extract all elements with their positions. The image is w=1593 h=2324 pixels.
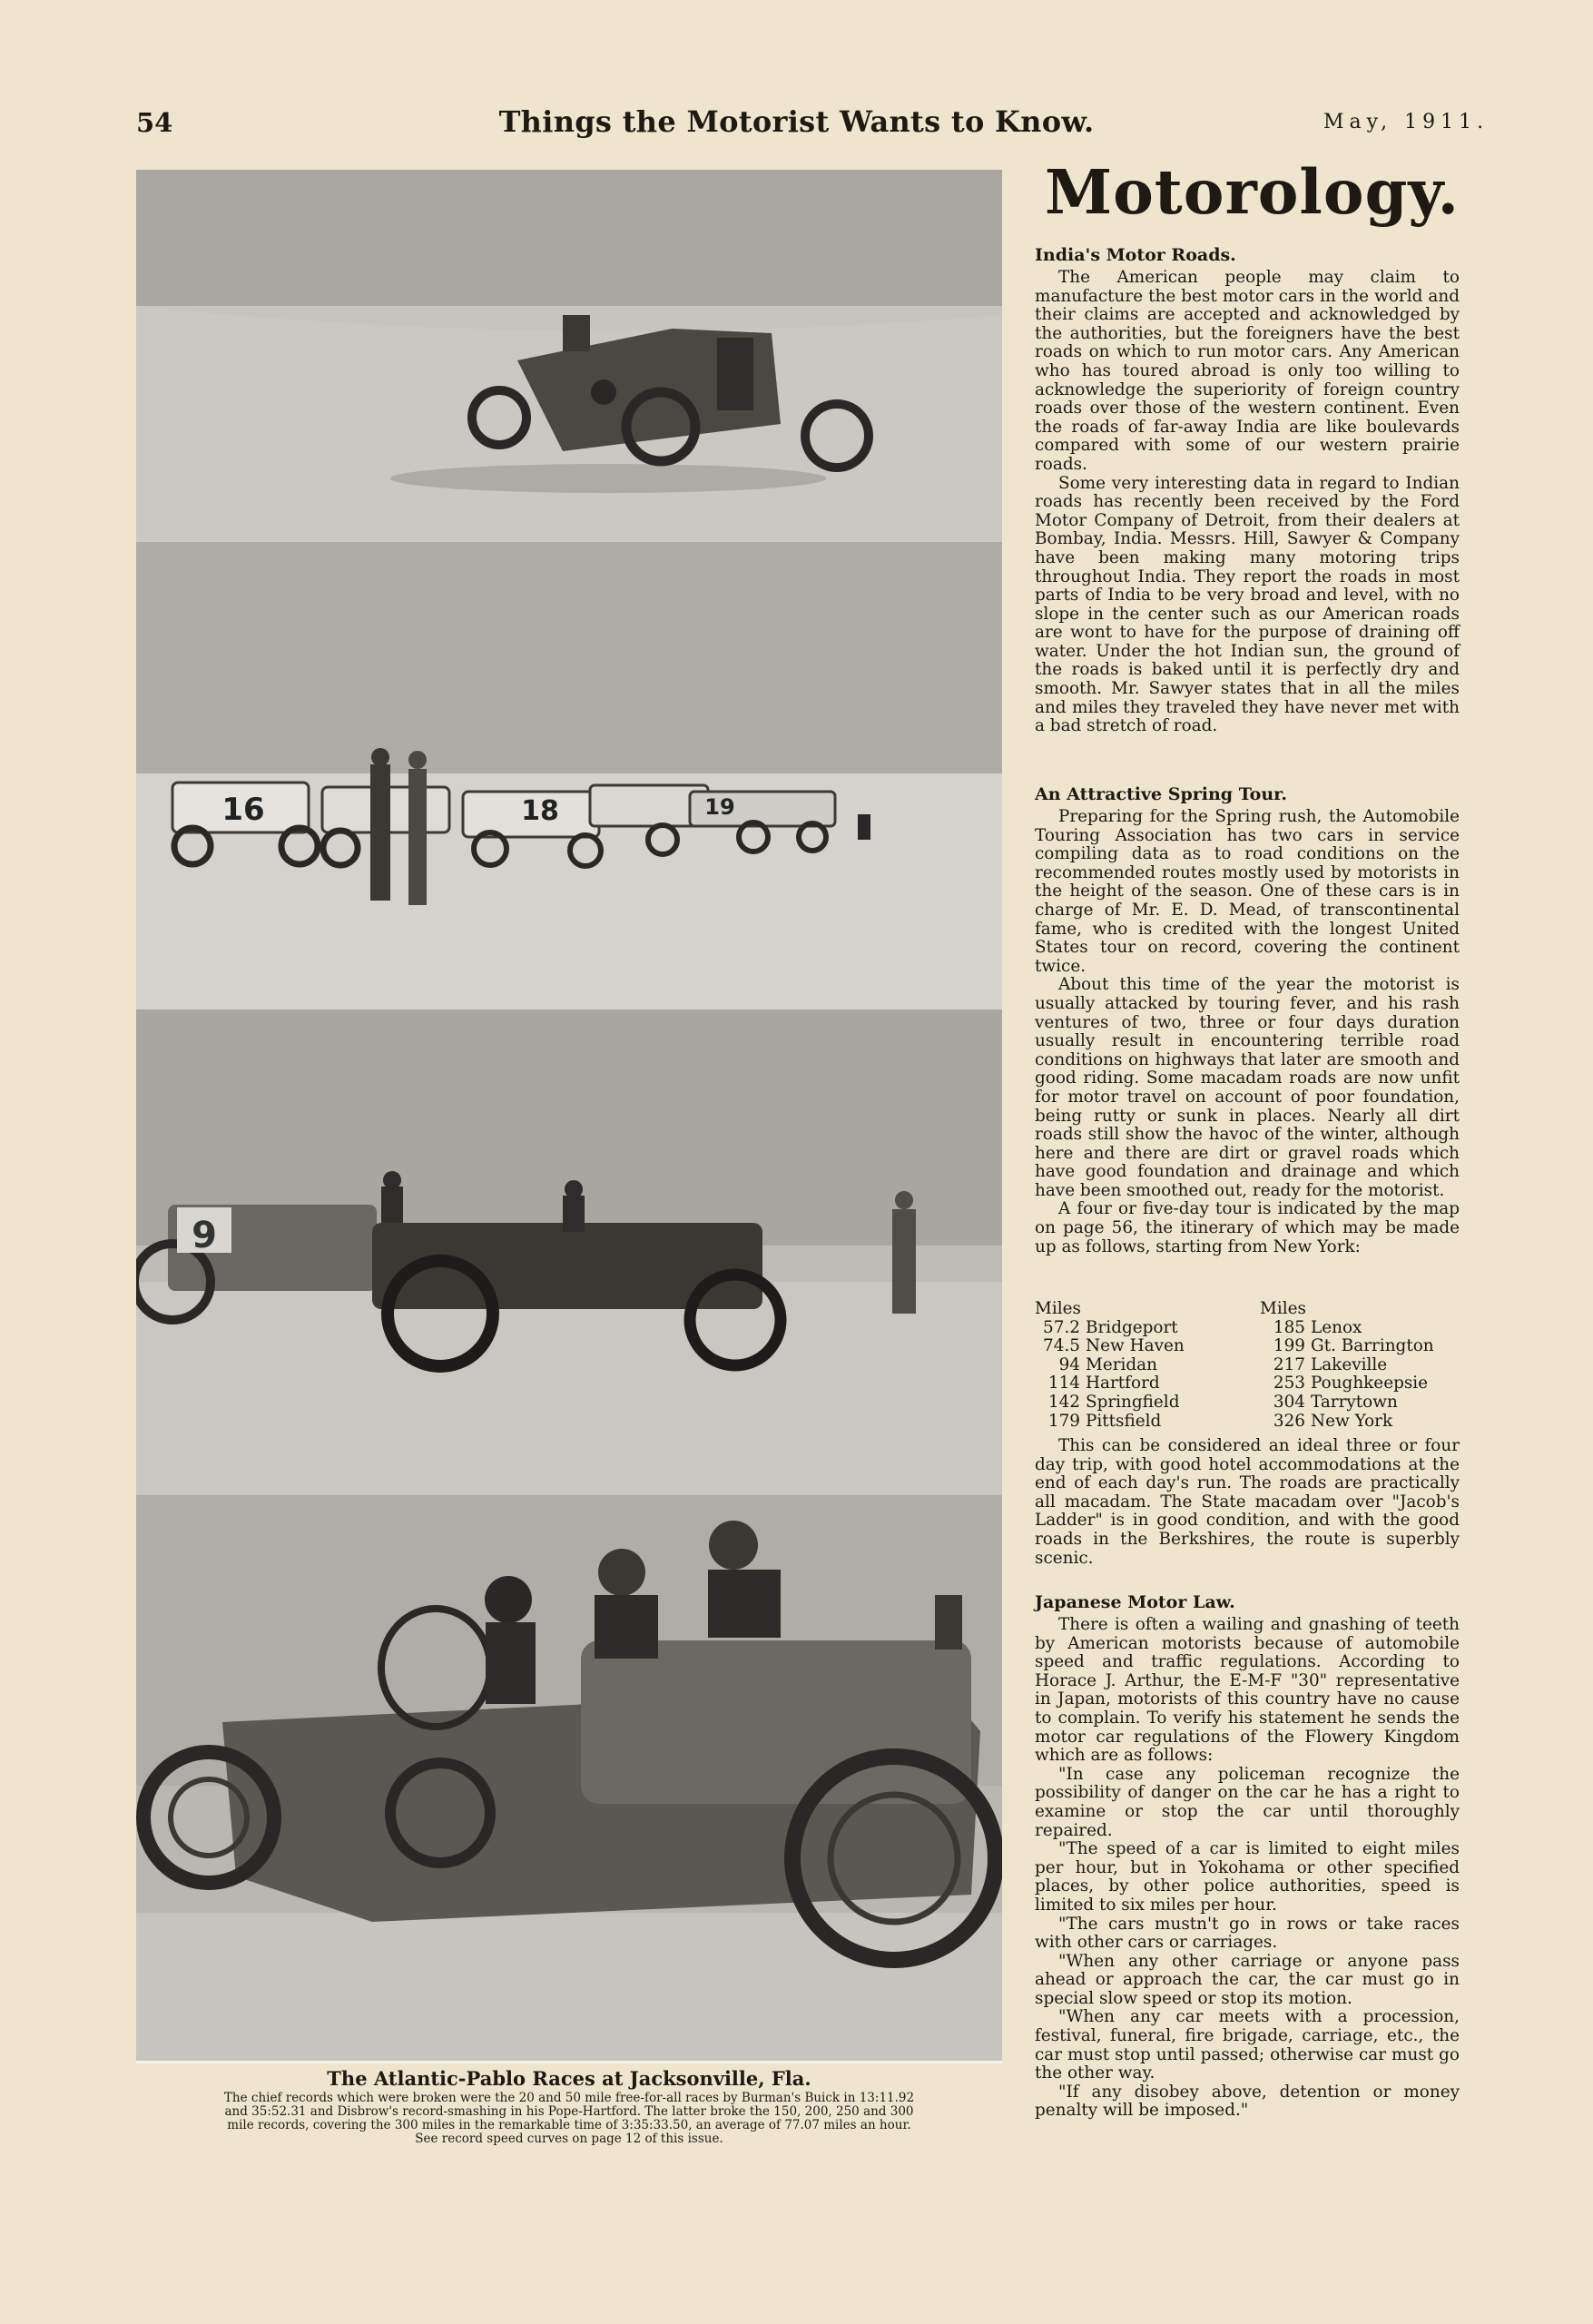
article-title: Motorology. [1044, 156, 1460, 228]
itinerary-place: Lakeville [1311, 1354, 1388, 1374]
itinerary-row [1260, 1337, 1434, 1356]
caption-line: and 35:52.31 and Disbrow's record-smashing in his Pope-Hartford. The latter broke the 150, 200, 250 and 300 [224, 2104, 914, 2119]
paragraph: "When any car meets with a procession, festival, funeral, fire brigade, carriage, etc., the car must stop until passed; otherwise car must go the other way. [1035, 2007, 1460, 2083]
spectator [892, 1191, 916, 1314]
itinerary-place: Hartford [1086, 1374, 1160, 1393]
paragraph: There is often a wailing and gnashing of teeth by American motorists because of automobile speed and traffic regulations. According to Horace J. Arthur, the E-M-F "30" representative in Japan, motorists of this country have no cause to complain. To verify his statement he sends the motor car regulations of the Flowery Kingdom which are as follows: [1035, 1615, 1460, 1766]
paragraph: A four or five-day tour is indicated by the map on page 56, the itinerary of which may be made up as follows, starting from New York: [1035, 1199, 1460, 1256]
itinerary-row [1035, 1356, 1185, 1375]
itinerary-place: New York [1311, 1411, 1393, 1431]
car-number-9: 9 [192, 1215, 217, 1256]
paragraph: About this time of the year the motorist is usually attacked by touring fever, and his rash ventures of two, three or four days duration usually result in encountering terrible road conditions on highways that later are smooth and good riding. Some macadam roads are now unfit for motor travel on account of poor foundation, being rutty or sunk in places. Nearly all dirt roads still show the havoc of the winter, although here and there are dirt or gravel roads which have good foundation and drainage and which have been smoothed out, ready for the motorist. [1035, 975, 1460, 1200]
photo-caption-text [136, 2092, 1002, 2146]
itinerary-row [1260, 1356, 1434, 1375]
itinerary-place: Springfield [1086, 1392, 1180, 1412]
photo-drivers-in-car-image [136, 1495, 1002, 2061]
paragraph: "The speed of a car is limited to eight miles per hour, but in Yokohama or other specified places, by other police authorities, speed is limited to six miles per hour. [1035, 1839, 1460, 1915]
car-number-19: 19 [704, 794, 735, 820]
itinerary-row [1260, 1413, 1434, 1432]
photo-race-car-beach-image [136, 170, 1002, 542]
itinerary-place: Meridan [1086, 1354, 1157, 1374]
itinerary-miles: 185 [1273, 1317, 1305, 1337]
itinerary-miles: 57.2 [1043, 1317, 1080, 1337]
itinerary-miles: 304 [1273, 1392, 1305, 1412]
paragraph: "When any other carriage or anyone pass ahead or approach the car, the car must go in special slow speed or stop its motion. [1035, 1951, 1460, 2008]
photo-cars-lined-up [136, 542, 1002, 1012]
itinerary-header: Miles [1035, 1299, 1081, 1318]
caption-line: See record speed curves on page 12 of this issue. [415, 2132, 723, 2146]
itinerary-row [1035, 1337, 1185, 1356]
itinerary-miles: 74.5 [1043, 1336, 1080, 1356]
itinerary-place: Poughkeepsie [1311, 1374, 1429, 1393]
paragraph: "The cars mustn't go in rows or take races with other cars or carriages. [1035, 1914, 1460, 1953]
itinerary-miles: 179 [1047, 1411, 1080, 1431]
itinerary-miles: 217 [1273, 1354, 1305, 1374]
running-title: Things the Motorist Wants to Know. [498, 104, 1095, 139]
paragraph: Preparing for the Spring rush, the Automobile Touring Association has two cars in service compiling data as to road conditions on the recommended routes mostly used by motorists in the height of the season. One of these cars is in charge of Mr. E. D. Mead, of transcontinental fame, who is credited with the longest United States tour on record, covering the continent twice. [1035, 807, 1460, 976]
itinerary-miles: 142 [1047, 1392, 1080, 1412]
itinerary-miles: 199 [1273, 1336, 1305, 1356]
paragraph: This can be considered an ideal three or four day trip, with good hotel accommodations at the end of each day's run. The roads are practically all macadam. The State macadam over "Jacob's Ladder" is in good condition, and with the good roads in the Berkshires, the route is superbly scenic. [1035, 1436, 1460, 1568]
itinerary-place: Gt. Barrington [1311, 1336, 1434, 1356]
itinerary-miles: 94 [1058, 1354, 1080, 1374]
page-number: 54 [136, 107, 173, 138]
itinerary-row [1035, 1393, 1185, 1413]
car-number-16: 16 [221, 792, 265, 828]
section-india-body [1035, 269, 1460, 736]
section-heading-japanese-law: Japanese Motor Law. [1035, 1592, 1235, 1612]
photo-cars-lined-up-image [136, 542, 1002, 1009]
paragraph: "In case any policeman recognize the possibility of danger on the car he has a right to examine or stop the car until thoroughly repaired. [1035, 1764, 1460, 1840]
photo-two-race-cars [136, 1009, 1002, 1498]
section-heading-spring-tour: An Attractive Spring Tour. [1035, 784, 1288, 804]
caption-line: mile records, covering the 300 miles in the remarkable time of 3:35:33.50, an average of 77.07 miles an hour. [227, 2118, 911, 2132]
itinerary-row [1260, 1393, 1434, 1413]
itinerary-row [1260, 1319, 1434, 1338]
itinerary-column-right [1260, 1300, 1434, 1431]
section-heading-india: India's Motor Roads. [1035, 245, 1236, 265]
car-number-18: 18 [521, 795, 559, 827]
itinerary-place: Tarrytown [1311, 1392, 1398, 1412]
itinerary-row [1035, 1413, 1185, 1432]
paragraph: Some very interesting data in regard to Indian roads has recently been received by the Ford Motor Company of Detroit, from their dealers at Bombay, India. Messrs. Hill, Sawyer & Company have been making many motoring trips throughout India. They report the roads in most parts of India to be very broad and level, with no slope in the center such as our American roads are wont to have for the purpose of draining off water. Under the hot Indian sun, the ground of the roads is baked until it is perfectly dry and smooth. Mr. Sawyer states that in all the miles and miles they traveled they have never met with a bad stretch of road. [1035, 473, 1460, 736]
itinerary-row [1035, 1319, 1185, 1338]
caption-line: The chief records which were broken were the 20 and 50 mile free-for-all races by Burman's Buick in 13:11.92 [223, 2091, 915, 2105]
itinerary-miles: 326 [1273, 1411, 1305, 1431]
paragraph: "If any disobey above, detention or money penalty will be imposed." [1035, 2082, 1460, 2121]
paragraph: The American people may claim to manufacture the best motor cars in the world and their claims are accepted and acknowledged by the authorities, but the foreigners have the best roads on which to run motor cars. Any American who has toured abroad is only too willing to acknowledge the superiority of foreign country roads over those of the western continent. Even the roads of far-away India are like boulevards compared with some of our western prairie roads. [1035, 268, 1460, 474]
photo-caption-title: The Atlantic-Pablo Races at Jacksonville, Fla. [327, 2067, 811, 2090]
issue-date: May, 1911. [1323, 111, 1490, 133]
section-spring-tour-body [1035, 808, 1460, 1256]
photo-two-race-cars-image [136, 1009, 1002, 1495]
itinerary-miles: 253 [1273, 1374, 1305, 1393]
itinerary-place: Bridgeport [1086, 1317, 1178, 1337]
photo-race-car-beach [136, 170, 1002, 545]
itinerary-header: Miles [1260, 1299, 1306, 1318]
section-spring-tour-closing [1035, 1437, 1460, 1568]
itinerary-place: Lenox [1311, 1317, 1362, 1337]
itinerary-miles: 114 [1047, 1374, 1080, 1393]
itinerary-place: Pittsfield [1086, 1411, 1162, 1431]
itinerary-place: New Haven [1086, 1336, 1185, 1356]
itinerary-row [1035, 1374, 1185, 1393]
itinerary-row [1260, 1374, 1434, 1393]
section-japanese-law-body [1035, 1616, 1460, 2121]
photo-drivers-in-car [136, 1495, 1002, 2063]
itinerary-column-left [1035, 1300, 1185, 1431]
